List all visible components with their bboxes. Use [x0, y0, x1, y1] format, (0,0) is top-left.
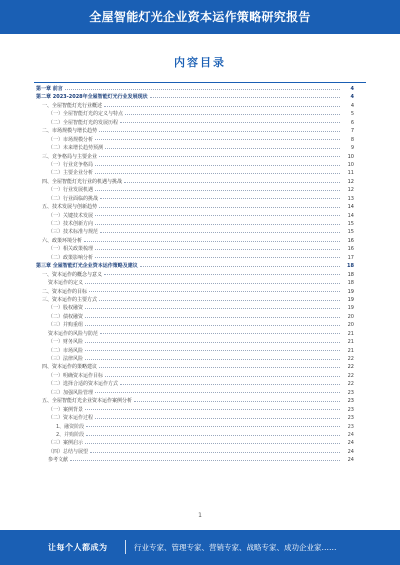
- toc-entry-page: 4: [350, 94, 354, 101]
- toc-dot-leader: [125, 114, 340, 115]
- toc-entry-page: 24: [347, 431, 354, 438]
- toc-dot-leader: [85, 325, 340, 326]
- toc-entry[interactable]: [36, 110, 354, 118]
- toc-entry-title: （一）全屋智能灯光的定义与特点: [48, 111, 124, 118]
- toc-entry-page: 14: [347, 212, 354, 219]
- toc-dot-leader: [100, 198, 340, 199]
- toc-dot-leader: [85, 409, 340, 410]
- toc-dot-leader: [90, 452, 340, 453]
- toc-entry-title: 五、技术发展与创新趋势: [42, 204, 98, 211]
- table-of-contents: [36, 85, 354, 465]
- toc-dot-leader: [100, 333, 340, 334]
- toc-entry[interactable]: [36, 144, 354, 152]
- toc-entry-title: 2、并购阶段: [56, 431, 85, 438]
- toc-dot-leader: [95, 190, 340, 191]
- toc-entry-title: 二、市场规模与增长趋势: [42, 128, 98, 135]
- toc-entry-title: （一）相关政策梳理: [48, 246, 94, 253]
- toc-dot-leader: [100, 232, 340, 233]
- toc-entry-title: （二）市场风险: [48, 347, 84, 354]
- toc-dot-leader: [85, 317, 340, 318]
- toc-dot-leader: [95, 249, 340, 250]
- toc-entry-title: 一、全屋智能灯光行业概述: [42, 102, 103, 109]
- toc-dot-leader: [95, 224, 340, 225]
- toc-entry-title: （二）选择合适的资本运作方式: [48, 381, 119, 388]
- toc-entry-page: 23: [347, 398, 354, 405]
- toc-dot-leader: [85, 308, 340, 309]
- toc-entry-page: 16: [347, 246, 354, 253]
- toc-dot-leader: [95, 139, 340, 140]
- toc-entry-title: （二）行业面临的挑战: [48, 195, 99, 202]
- toc-entry-page: 23: [347, 415, 354, 422]
- toc-entry-title: （三）法律风险: [48, 356, 84, 362]
- toc-entry[interactable]: [36, 161, 354, 169]
- toc-entry[interactable]: [36, 93, 354, 101]
- toc-entry[interactable]: [36, 304, 354, 312]
- footer-bar: [0, 530, 400, 565]
- toc-dot-leader: [99, 156, 340, 157]
- toc-entry[interactable]: [36, 262, 354, 270]
- toc-entry-title: 第一章 前言: [36, 86, 63, 92]
- toc-entry-title: 第二章 2023-2028年全屋智能灯光行业发展现状: [36, 94, 148, 101]
- toc-entry[interactable]: [36, 254, 354, 262]
- toc-entry-page: 10: [347, 161, 354, 168]
- footer-tagline: 行业专家、管理专家、营销专家、战略专家、成功企业家……: [134, 543, 337, 552]
- toc-entry-page: 19: [347, 296, 354, 303]
- toc-dot-leader: [120, 384, 340, 385]
- toc-dot-leader: [99, 300, 340, 301]
- toc-dot-leader: [99, 367, 340, 368]
- toc-entry-page: 23: [347, 423, 354, 430]
- report-header-bar: [0, 0, 400, 34]
- toc-entry-title: 三、资本运作的主要方式: [42, 296, 98, 303]
- toc-entry[interactable]: [36, 456, 354, 464]
- toc-dot-leader: [85, 342, 340, 343]
- toc-dot-leader: [85, 283, 340, 284]
- toc-entry-title: （三）案例启示: [48, 440, 84, 447]
- toc-entry[interactable]: [36, 321, 354, 329]
- toc-entry-page: 15: [347, 221, 354, 227]
- toc-entry-page: 14: [347, 204, 354, 211]
- toc-entry[interactable]: [36, 153, 354, 161]
- toc-dot-leader: [134, 401, 340, 402]
- toc-entry[interactable]: [36, 203, 354, 211]
- toc-entry[interactable]: [36, 237, 354, 245]
- toc-entry[interactable]: [36, 431, 354, 439]
- toc-entry-title: （一）市场规模分析: [48, 136, 94, 143]
- toc-entry[interactable]: [36, 414, 354, 422]
- toc-entry-title: 第三章 全屋智能灯光企业资本运作策略及建议: [36, 263, 138, 270]
- toc-entry-page: 22: [347, 372, 354, 379]
- footer-slogan: 让每个人都成为: [48, 543, 108, 552]
- toc-entry-title: （二）全屋智能灯光的发展历程: [48, 119, 119, 126]
- toc-entry-title: 资本运作的定义: [48, 280, 84, 287]
- toc-entry-page: 24: [347, 448, 354, 455]
- toc-entry[interactable]: [36, 212, 354, 220]
- toc-dot-leader: [124, 182, 340, 183]
- toc-dot-leader: [85, 359, 340, 360]
- toc-dot-leader: [86, 426, 340, 427]
- toc-entry-page: 18: [347, 263, 354, 270]
- toc-entry-title: （一）关键技术发展: [48, 212, 94, 219]
- toc-entry-title: （一）行业发展机遇: [48, 187, 94, 194]
- toc-dot-leader: [105, 148, 340, 149]
- toc-dot-leader: [84, 241, 340, 242]
- toc-entry-title: （二）债权融资: [48, 313, 84, 320]
- toc-entry[interactable]: [36, 136, 354, 144]
- toc-entry[interactable]: [36, 380, 354, 388]
- toc-entry[interactable]: [36, 313, 354, 321]
- toc-entry[interactable]: [36, 330, 354, 338]
- toc-entry[interactable]: [36, 423, 354, 431]
- toc-dot-leader: [95, 418, 340, 419]
- toc-entry-page: 23: [347, 406, 354, 413]
- toc-entry[interactable]: [36, 195, 354, 203]
- toc-entry-page: 12: [347, 178, 354, 185]
- toc-entry-title: 六、政策环境分析: [42, 237, 83, 244]
- toc-entry[interactable]: [36, 178, 354, 186]
- toc-dot-leader: [70, 460, 340, 461]
- toc-entry-page: 19: [347, 305, 354, 312]
- toc-entry[interactable]: [36, 288, 354, 296]
- toc-entry-title: （一）案例背景: [48, 406, 84, 413]
- toc-entry-page: 22: [347, 381, 354, 388]
- toc-entry[interactable]: [36, 347, 354, 355]
- toc-entry-page: 24: [347, 457, 354, 464]
- toc-entry[interactable]: [36, 220, 354, 228]
- toc-dot-leader: [104, 274, 340, 275]
- toc-entry-page: 13: [347, 195, 354, 202]
- toc-dot-leader: [99, 131, 340, 132]
- toc-entry-page: 12: [347, 187, 354, 194]
- toc-dot-leader: [95, 257, 340, 258]
- toc-entry[interactable]: [36, 363, 354, 371]
- toc-entry[interactable]: [36, 397, 354, 405]
- toc-entry-page: 5: [350, 111, 354, 118]
- toc-entry-title: （二）政策影响分析: [48, 254, 94, 261]
- page-number: 1: [198, 512, 202, 519]
- toc-dot-leader: [65, 89, 340, 90]
- toc-entry-title: 四、全屋智能灯光行业的机遇与挑战: [42, 178, 123, 185]
- toc-entry-title: （一）股权融资: [48, 305, 84, 312]
- toc-entry[interactable]: [36, 186, 354, 194]
- toc-dot-leader: [85, 350, 340, 351]
- toc-entry-title: （二）技术创新方向: [48, 221, 94, 227]
- toc-dot-leader: [95, 215, 340, 216]
- toc-entry[interactable]: [36, 372, 354, 380]
- toc-entry-page: 18: [347, 280, 354, 287]
- toc-dot-leader: [99, 207, 340, 208]
- toc-entry-page: 21: [347, 339, 354, 346]
- toc-entry-page: 7: [350, 128, 354, 135]
- toc-heading: 内容目录: [174, 56, 226, 69]
- toc-entry-title: 五、全屋智能灯光企业资本运作案例分析: [42, 398, 133, 405]
- toc-entry[interactable]: [36, 271, 354, 279]
- toc-entry-page: 10: [347, 153, 354, 160]
- toc-entry-page: 24: [347, 440, 354, 447]
- toc-dot-leader: [104, 106, 340, 107]
- toc-entry[interactable]: [36, 279, 354, 287]
- toc-entry[interactable]: [36, 127, 354, 135]
- toc-entry[interactable]: [36, 448, 354, 456]
- toc-entry-page: 22: [347, 364, 354, 371]
- toc-dot-leader: [95, 392, 340, 393]
- toc-entry-page: 4: [350, 86, 354, 92]
- toc-dot-leader: [150, 97, 340, 98]
- toc-dot-leader: [105, 376, 340, 377]
- toc-entry-page: 4: [350, 102, 354, 109]
- toc-entry[interactable]: [36, 228, 354, 236]
- toc-dot-leader: [95, 165, 340, 166]
- toc-entry-title: （一）财务风险: [48, 339, 84, 346]
- toc-entry-page: 19: [347, 288, 354, 295]
- toc-dot-leader: [95, 173, 340, 174]
- toc-entry-page: 21: [347, 347, 354, 354]
- toc-entry-page: 11: [347, 170, 354, 177]
- toc-entry-page: 9: [350, 145, 354, 152]
- toc-entry-title: 四、资本运作的策略建议: [42, 364, 98, 371]
- toc-entry-title: （四）总结与展望: [48, 448, 89, 455]
- toc-entry-page: 17: [347, 254, 354, 261]
- toc-entry[interactable]: [36, 245, 354, 253]
- toc-entry-title: 二、资本运作的目标: [42, 288, 88, 295]
- toc-divider: [34, 82, 366, 83]
- toc-entry[interactable]: [36, 102, 354, 110]
- toc-entry-title: （二）主要企业分析: [48, 170, 94, 177]
- toc-entry-title: 资本运作的风险与防范: [48, 330, 99, 337]
- toc-entry-title: 1、融资阶段: [56, 423, 85, 430]
- toc-entry[interactable]: [36, 296, 354, 304]
- toc-entry-title: 三、竞争格局与主要企业: [42, 153, 98, 160]
- toc-entry-page: 23: [347, 389, 354, 396]
- report-title: 全屋智能灯光企业资本运作策略研究报告: [89, 10, 311, 24]
- toc-entry-page: 15: [347, 229, 354, 236]
- toc-dot-leader: [89, 291, 340, 292]
- toc-entry[interactable]: [36, 389, 354, 397]
- toc-entry-title: （一）明确资本运作目标: [48, 372, 104, 379]
- toc-entry[interactable]: [36, 85, 354, 93]
- toc-entry[interactable]: [36, 406, 354, 414]
- toc-entry-page: 22: [347, 356, 354, 362]
- toc-dot-leader: [86, 435, 340, 436]
- toc-dot-leader: [140, 266, 340, 267]
- toc-entry-page: 18: [347, 271, 354, 278]
- toc-entry-title: （二）资本运作过程: [48, 415, 94, 422]
- toc-dot-leader: [120, 122, 340, 123]
- toc-entry-title: （一）行业竞争格局: [48, 161, 94, 168]
- toc-entry-title: （三）技术标准与规范: [48, 229, 99, 236]
- toc-entry[interactable]: [36, 119, 354, 127]
- toc-entry-title: （二）未来增长趋势预测: [48, 145, 104, 152]
- toc-entry-page: 20: [347, 322, 354, 329]
- footer-divider: [125, 540, 126, 554]
- toc-entry-page: 6: [350, 119, 354, 126]
- toc-entry-title: 参考文献: [48, 457, 69, 464]
- toc-entry[interactable]: [36, 439, 354, 447]
- toc-entry-page: 16: [347, 237, 354, 244]
- toc-entry-title: （三）加强风险管理: [48, 389, 94, 396]
- toc-entry[interactable]: [36, 169, 354, 177]
- toc-entry-title: （三）并购重组: [48, 322, 84, 329]
- toc-entry[interactable]: [36, 355, 354, 363]
- toc-entry[interactable]: [36, 338, 354, 346]
- toc-entry-page: 20: [347, 313, 354, 320]
- toc-entry-page: 21: [347, 330, 354, 337]
- toc-entry-page: 8: [350, 136, 354, 143]
- toc-dot-leader: [85, 443, 340, 444]
- toc-entry-title: 一、资本运作的概念与意义: [42, 271, 103, 278]
